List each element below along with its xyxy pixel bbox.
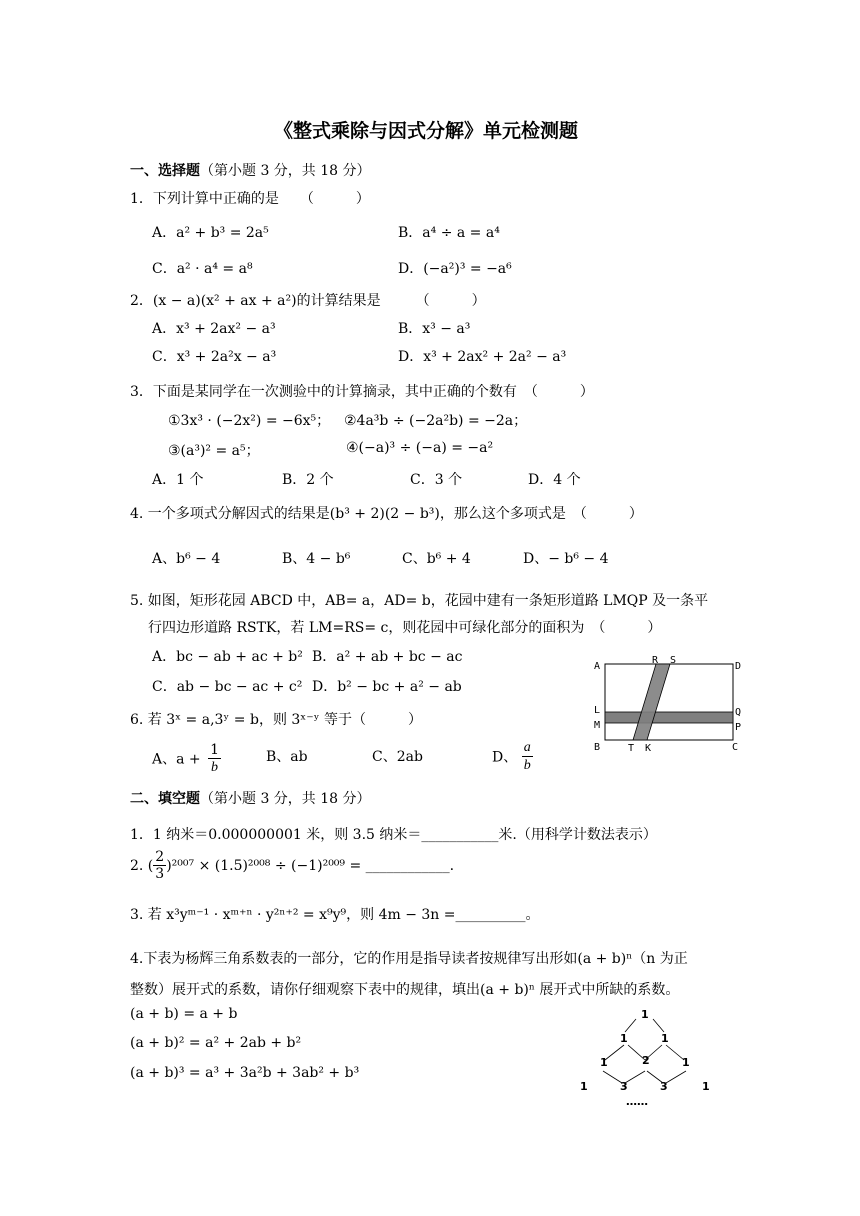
- expansion-2: (a + b)² = a² + 2ab + b²: [130, 1035, 302, 1051]
- triangle-edge: [625, 1019, 636, 1032]
- triangle-r4-c3: 3: [660, 1080, 668, 1093]
- fraction-denominator: b: [211, 760, 219, 775]
- section-title: 一、选择题: [130, 163, 200, 179]
- fraction-numerator: 1: [210, 742, 220, 758]
- q3-item-2: ②4a³b ÷ (−2a²b) = −2a；: [344, 413, 528, 429]
- triangle-continuation-dots: ……: [626, 1095, 648, 1108]
- q3-item-4: ④(−a)³ ÷ (−a) = −a²: [346, 440, 494, 456]
- q3-option-a: A．1 个: [152, 472, 204, 488]
- expansion-1: (a + b) = a + b: [130, 1006, 238, 1022]
- triangle-r2-c2: 1: [661, 1032, 669, 1045]
- triangle-edge: [666, 1071, 686, 1083]
- q1-option-d: D．(−a²)³ = −a⁶: [398, 261, 512, 277]
- label-p: P: [735, 722, 742, 733]
- label-m: M: [594, 720, 601, 731]
- label-q: Q: [735, 707, 742, 718]
- section-heading-choice: [130, 160, 371, 180]
- yanghui-triangle: [570, 1005, 730, 1110]
- garden-figure: [590, 652, 750, 762]
- q6-option-a-fraction: [208, 742, 221, 777]
- triangle-r1-c1: 1: [641, 1008, 649, 1021]
- triangle-r2-c1: 1: [620, 1032, 628, 1045]
- label-l: L: [594, 705, 601, 716]
- q4-option-c: C、b⁶ + 4: [402, 551, 471, 567]
- fraction-numerator: 2: [155, 849, 165, 865]
- q6-option-d-fraction: [522, 740, 533, 775]
- triangle-edge: [605, 1045, 624, 1060]
- triangle-r3-c1: 1: [600, 1056, 608, 1069]
- fill-question-2: [130, 850, 454, 882]
- q6-option-d: [492, 740, 533, 775]
- expansion-3: (a + b)³ = a³ + 3a²b + 3ab² + b³: [130, 1065, 360, 1081]
- triangle-r4-c2: 3: [620, 1080, 628, 1093]
- q3-option-c: C．3 个: [410, 472, 463, 488]
- q3-option-b: B．2 个: [282, 472, 334, 488]
- fill-question-4-line2: 整数）展开式的系数，请你仔细观察下表中的规律，填出(a + b)ⁿ 展开式中所缺的系数。: [130, 982, 680, 998]
- f2-prefix: 2. (: [130, 858, 154, 874]
- fill-question-1: 1．1 纳米＝0.000000001 米，则 3.5 纳米＝___________米.（用科学计数法表示）: [130, 827, 657, 843]
- q6-option-b: B、ab: [266, 749, 308, 765]
- q1-option-a: A．a² + b³ = 2a⁵: [152, 225, 269, 241]
- question-1-stem: 1．下列计算中正确的是 （ ）: [130, 191, 370, 207]
- f2-fraction: [153, 850, 166, 882]
- q5-option-b: B．a² + ab + bc − ac: [312, 649, 463, 665]
- q5-option-d: D．b² − bc + a² − ab: [312, 679, 462, 695]
- question-3-stem: 3．下面是某同学在一次测验中的计算摘录，其中正确的个数有 （ ）: [130, 384, 594, 400]
- rectangle-road-lmqp: [605, 712, 733, 723]
- question-5-stem-line1: 5. 如图，矩形花园 ABCD 中，AB= a，AD= b，花园中建有一条矩形道路 LMQP 及一条平: [130, 593, 709, 609]
- q2-option-b: B．x³ − a³: [398, 321, 471, 337]
- triangle-edge: [625, 1071, 645, 1083]
- q2-option-d: D．x³ + 2ax² + 2a² − a³: [398, 349, 567, 365]
- fill-question-3: 3. 若 x³yᵐ⁻¹ · xᵐ⁺ⁿ · y²ⁿ⁺² = x⁹y⁹，则 4m − 3n =__________。: [130, 907, 540, 923]
- triangle-r4-c1: 1: [580, 1080, 588, 1093]
- label-t: T: [628, 743, 635, 754]
- q6-option-c: C、2ab: [372, 749, 423, 765]
- f2-rest: )²⁰⁰⁷ × (1.5)²⁰⁰⁸ ÷ (−1)²⁰⁰⁹ = ____________.: [166, 858, 455, 874]
- q1-option-b: B．a⁴ ÷ a = a⁴: [398, 225, 500, 241]
- question-6-stem: 6. 若 3ˣ = a,3ʸ = b，则 3ˣ⁻ʸ 等于（ ）: [130, 712, 423, 728]
- label-r: R: [652, 655, 659, 666]
- fraction-numerator: a: [523, 740, 531, 755]
- q1-option-c: C．a² · a⁴ = a⁸: [152, 261, 253, 277]
- q4-option-b: B、4 − b⁶: [282, 551, 351, 567]
- triangle-r3-c2: 2: [642, 1054, 650, 1067]
- section-note: （第小题 3 分，共 18 分）: [200, 163, 371, 179]
- question-5-stem-line2: 行四边形道路 RSTK，若 LM=RS= c，则花园中可绿化部分的面积为 （ ）: [148, 620, 662, 636]
- label-s: S: [670, 655, 677, 666]
- fraction-denominator: 3: [155, 866, 165, 882]
- fraction-denominator: b: [523, 758, 531, 773]
- section-title: 二、填空题: [130, 791, 200, 807]
- triangle-r3-c3: 1: [682, 1056, 690, 1069]
- label-d: D: [735, 661, 742, 672]
- q5-option-a: A．bc − ab + ac + b²: [152, 649, 303, 665]
- q3-item-3: ③(a³)² = a⁵；: [168, 443, 260, 459]
- label-b: B: [594, 742, 601, 753]
- parallelogram-road-rstk: [633, 664, 670, 740]
- q3-item-1: ①3x³ · (−2x²) = −6x⁵；: [168, 413, 331, 429]
- label-k: K: [645, 743, 652, 754]
- label-c: C: [732, 742, 739, 753]
- section-note: （第小题 3 分，共 18 分）: [200, 791, 371, 807]
- triangle-edge: [653, 1019, 664, 1032]
- q3-option-d: D．4 个: [528, 472, 581, 488]
- label-a: A: [594, 661, 601, 672]
- garden-rectangle: [605, 664, 733, 740]
- q5-option-c: C．ab − bc − ac + c²: [152, 679, 303, 695]
- fill-question-4-line1: 4.下表为杨辉三角系数表的一部分，它的作用是指导读者按规律写出形如(a + b)ⁿ（n 为正: [130, 951, 688, 967]
- q6-option-d-prefix: D、: [492, 749, 518, 766]
- question-4-stem: 4. 一个多项式分解因式的结果是(b³ + 2)(2 − b³)，那么这个多项式是 （ ）: [130, 506, 643, 522]
- question-2-stem: 2．(x − a)(x² + ax + a²)的计算结果是 （ ）: [130, 293, 486, 309]
- section-heading-fill: [130, 788, 371, 808]
- q6-option-a: [152, 742, 221, 777]
- page-title: 《整式乘除与因式分解》单元检测题: [274, 120, 579, 142]
- q4-option-a: A、b⁶ − 4: [152, 551, 221, 567]
- q2-option-a: A．x³ + 2ax² − a³: [152, 321, 276, 337]
- q4-option-d: D、− b⁶ − 4: [523, 551, 609, 567]
- q2-option-c: C．x³ + 2a²x − a³: [152, 349, 277, 365]
- triangle-r4-c4: 1: [702, 1080, 710, 1093]
- q6-option-a-prefix: A、a +: [152, 751, 201, 768]
